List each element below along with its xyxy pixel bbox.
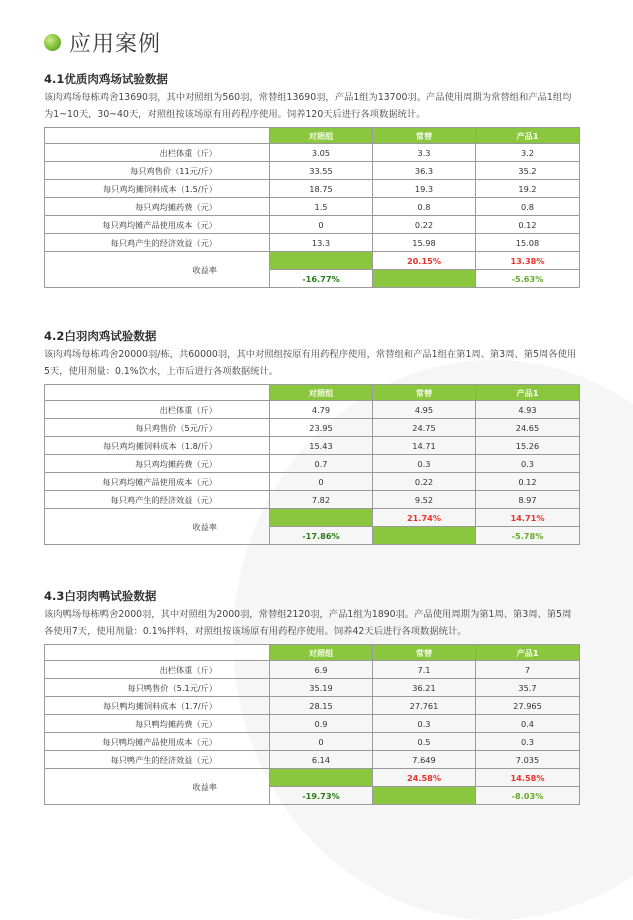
yield-value: -16.77%: [270, 270, 373, 288]
column-header: 产品1: [476, 385, 580, 401]
row-label: 每只鸭均摊产品使用成本（元）: [45, 733, 270, 751]
table-cell: 0.12: [476, 216, 580, 234]
table-row: [45, 661, 580, 679]
row-label: 每只鸭售价（5.1元/斤）: [45, 679, 270, 697]
table-header-row: [45, 645, 580, 661]
section-title: 4.1优质肉鸡场试验数据: [44, 72, 168, 86]
column-header: 产品1: [476, 645, 580, 661]
yield-value: -8.03%: [476, 787, 580, 805]
table-cell: 19.2: [476, 180, 580, 198]
yield-fill-cell: [373, 787, 476, 805]
yield-fill-cell: [270, 252, 373, 270]
table-header-row: [45, 385, 580, 401]
yield-row-top: [45, 509, 580, 527]
table-row: [45, 697, 580, 715]
yield-value: 14.71%: [476, 509, 580, 527]
yield-label: 收益率: [45, 252, 270, 288]
table-row: [45, 715, 580, 733]
row-label: 出栏体重（斤）: [45, 401, 270, 419]
row-label: 每只鸡售价（5元/斤）: [45, 419, 270, 437]
table-cell: 0.4: [476, 715, 580, 733]
table-cell: 4.95: [373, 401, 476, 419]
table-cell: 3.05: [270, 144, 373, 162]
table-cell: 27.761: [373, 697, 476, 715]
row-label: 每只鸭均摊饲料成本（1.7/斤）: [45, 697, 270, 715]
row-label: 每只鸡产生的经济效益（元）: [45, 234, 270, 252]
table-row: [45, 679, 580, 697]
table-cell: 8.97: [476, 491, 580, 509]
row-label: 每只鸡均摊饲料成本（1.8/斤）: [45, 437, 270, 455]
page-title: 应用案例: [69, 31, 162, 57]
table-row: [45, 180, 580, 198]
table-cell: 0.5: [373, 733, 476, 751]
table-cell: 6.14: [270, 751, 373, 769]
table-cell: 15.98: [373, 234, 476, 252]
table-cell: 0.3: [373, 455, 476, 473]
column-header: 常替: [373, 645, 476, 661]
table-row: [45, 216, 580, 234]
row-label: 每只鸡均摊饲料成本（1.5/斤）: [45, 180, 270, 198]
table-cell: 7.1: [373, 661, 476, 679]
table-cell: 28.15: [270, 697, 373, 715]
table-cell: 13.3: [270, 234, 373, 252]
column-header: 产品1: [476, 128, 580, 144]
table-row: [45, 234, 580, 252]
yield-value: 13.38%: [476, 252, 580, 270]
column-header: 对照组: [270, 128, 373, 144]
row-label: 出栏体重（斤）: [45, 144, 270, 162]
table-cell: 35.2: [476, 162, 580, 180]
table-cell: 7: [476, 661, 580, 679]
table-cell: 23.95: [270, 419, 373, 437]
table-header-blank: [45, 385, 270, 401]
table-cell: 3.2: [476, 144, 580, 162]
data-table: [44, 127, 580, 288]
yield-value: 14.58%: [476, 769, 580, 787]
yield-row-top: [45, 769, 580, 787]
table-cell: 4.79: [270, 401, 373, 419]
column-header: 对照组: [270, 385, 373, 401]
table-cell: 0.12: [476, 473, 580, 491]
section-description: 该肉鸡场每栋鸡舍20000羽/栋，共60000羽，其中对照组按原有用药程序使用，常替组和产品1组在第1周、第3周、第5周各使用5天，使用剂量：0.1%饮水，上市后进行各项数据统计。: [44, 349, 577, 377]
table-row: [45, 455, 580, 473]
yield-label: 收益率: [45, 769, 270, 805]
green-ball-icon: [44, 34, 61, 51]
table-cell: 0.8: [476, 198, 580, 216]
table-header-blank: [45, 645, 270, 661]
table-header-row: [45, 128, 580, 144]
section-title: 4.2白羽肉鸡试验数据: [44, 329, 157, 343]
data-table: [44, 384, 580, 545]
table-cell: 0: [270, 216, 373, 234]
yield-fill-cell: [270, 769, 373, 787]
table-row: [45, 491, 580, 509]
table-cell: 7.649: [373, 751, 476, 769]
row-label: 每只鸭产生的经济效益（元）: [45, 751, 270, 769]
table-cell: 15.08: [476, 234, 580, 252]
table-cell: 0.9: [270, 715, 373, 733]
table-cell: 0: [270, 473, 373, 491]
section-chicken-quality: [44, 71, 579, 288]
table-cell: 4.93: [476, 401, 580, 419]
table-cell: 0.22: [373, 473, 476, 491]
yield-value: -5.78%: [476, 527, 580, 545]
yield-fill-cell: [373, 270, 476, 288]
table-row: [45, 733, 580, 751]
data-table: [44, 644, 580, 805]
table-cell: 1.5: [270, 198, 373, 216]
yield-value: -17.86%: [270, 527, 373, 545]
table-cell: 18.75: [270, 180, 373, 198]
table-header-blank: [45, 128, 270, 144]
table-row: [45, 751, 580, 769]
yield-fill-cell: [373, 527, 476, 545]
yield-fill-cell: [270, 509, 373, 527]
row-label: 每只鸡产生的经济效益（元）: [45, 491, 270, 509]
table-cell: 0.3: [373, 715, 476, 733]
row-label: 每只鸡均摊产品使用成本（元）: [45, 216, 270, 234]
table-cell: 36.21: [373, 679, 476, 697]
table-cell: 35.7: [476, 679, 580, 697]
yield-label: 收益率: [45, 509, 270, 545]
table-row: [45, 198, 580, 216]
section-white-chicken: [44, 328, 579, 545]
yield-value: -5.63%: [476, 270, 580, 288]
table-cell: 0.3: [476, 733, 580, 751]
table-cell: 24.65: [476, 419, 580, 437]
yield-value: 24.58%: [373, 769, 476, 787]
table-cell: 24.75: [373, 419, 476, 437]
table-cell: 27.965: [476, 697, 580, 715]
table-cell: 3.3: [373, 144, 476, 162]
table-cell: 0.22: [373, 216, 476, 234]
table-cell: 7.82: [270, 491, 373, 509]
yield-value: 21.74%: [373, 509, 476, 527]
table-cell: 0: [270, 733, 373, 751]
table-cell: 6.9: [270, 661, 373, 679]
section-white-duck: [44, 588, 579, 805]
column-header: 常替: [373, 128, 476, 144]
table-cell: 15.26: [476, 437, 580, 455]
table-cell: 35.19: [270, 679, 373, 697]
table-row: [45, 162, 580, 180]
table-cell: 14.71: [373, 437, 476, 455]
yield-value: 20.15%: [373, 252, 476, 270]
table-cell: 36.3: [373, 162, 476, 180]
table-cell: 33.55: [270, 162, 373, 180]
row-label: 每只鸡均摊产品使用成本（元）: [45, 473, 270, 491]
column-header: 常替: [373, 385, 476, 401]
table-row: [45, 437, 580, 455]
row-label: 每只鸡售价（11元/斤）: [45, 162, 270, 180]
section-description: 该肉鸡场每栋鸡舍13690羽，其中对照组为560羽，常替组13690羽，产品1组为13700羽。产品使用周期为常替组和产品1组均为1~10天，30~40天，对照组按该场原有用药程序使用。饲养120天后进行各项数据统计。: [44, 92, 572, 120]
table-cell: 0.8: [373, 198, 476, 216]
section-title: 4.3白羽肉鸭试验数据: [44, 589, 157, 603]
yield-value: -19.73%: [270, 787, 373, 805]
table-row: [45, 144, 580, 162]
table-cell: 19.3: [373, 180, 476, 198]
row-label: 每只鸡均摊药费（元）: [45, 198, 270, 216]
row-label: 出栏体重（斤）: [45, 661, 270, 679]
table-row: [45, 473, 580, 491]
table-cell: 0.3: [476, 455, 580, 473]
table-cell: 15.43: [270, 437, 373, 455]
column-header: 对照组: [270, 645, 373, 661]
table-cell: 9.52: [373, 491, 476, 509]
page-header: [44, 28, 161, 56]
yield-row-top: [45, 252, 580, 270]
table-row: [45, 401, 580, 419]
table-row: [45, 419, 580, 437]
row-label: 每只鸡均摊药费（元）: [45, 455, 270, 473]
table-cell: 7.035: [476, 751, 580, 769]
table-cell: 0.7: [270, 455, 373, 473]
section-description: 该肉鸭场每栋鸭舍2000羽，其中对照组为2000羽，常替组2120羽，产品1组为1890羽。产品使用周期为第1周、第3周、第5周各使用7天，使用剂量：0.1%拌料，对照组按该场原有用药程序使用。饲养42天后进行各项数据统计。: [44, 609, 572, 637]
row-label: 每只鸭均摊药费（元）: [45, 715, 270, 733]
